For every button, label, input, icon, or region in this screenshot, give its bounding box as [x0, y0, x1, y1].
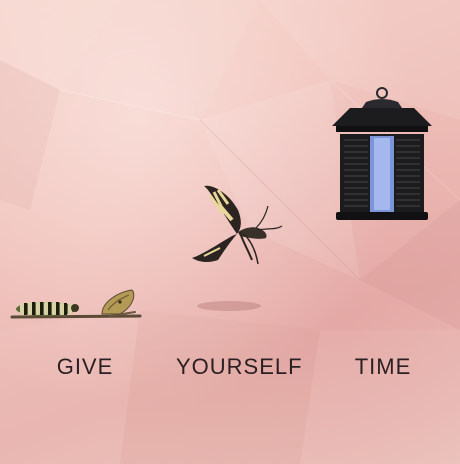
butterfly-illustration: [182, 182, 292, 282]
chrysalis: [102, 290, 134, 314]
bug-zapper: [332, 88, 432, 220]
caption-time: TIME: [354, 354, 412, 379]
caterpillar: [16, 302, 79, 316]
caterpillar-illustration: [10, 284, 145, 324]
bug-zapper-illustration: [330, 86, 434, 224]
caption-give: GIVE: [56, 354, 114, 379]
butterfly: [192, 186, 282, 264]
caption-yourself: YOURSELF: [176, 354, 303, 379]
butterfly-shadow: [194, 298, 264, 314]
